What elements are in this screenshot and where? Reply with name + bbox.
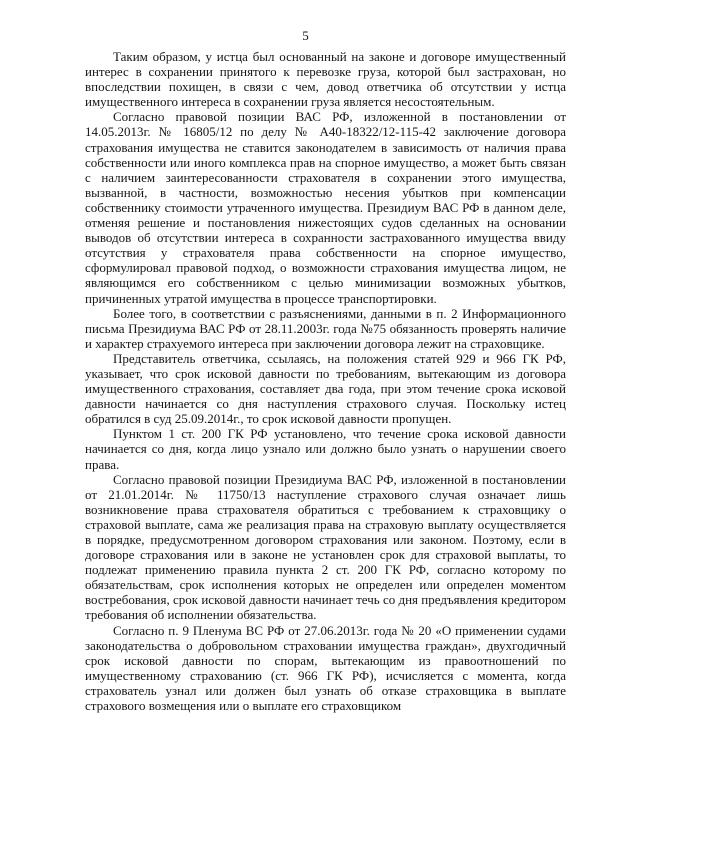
paragraph: Согласно правовой позиции Президиума ВАС РФ, изложенной в постановлении от 21.01.2014г. № 11750/13 наступление страхового случая означает лишь возникновение права страхователя обратиться с требованием к страховщику о страховой выплате, сама же реализация права на страховую выплату осуществляется в порядке, предусмотренном договором страхования или законом. Поэтому, если в договоре страхования или в законе не установлен срок для страховой выплаты, то подлежат применению правила пункта 2 ст. 200 ГК РФ, согласно которому по обязательствам, срок исполнения которых не определен или определен моментом востребования, срок исковой давности начинает течь со дня предъявления кредитором требования об исполнении обязательства. — [85, 471, 566, 623]
page-number: 5 — [302, 28, 309, 43]
paragraph: Пунктом 1 ст. 200 ГК РФ установлено, что течение срока исковой давности начинается со дня, когда лицо узнало или должно было узнать о нарушении своего права. — [85, 426, 566, 472]
paragraph: Согласно п. 9 Пленума ВС РФ от 27.06.2013г. года № 20 «О применении судами законодательства о добровольном страховании имущества граждан», двухгодичный срок исковой давности по спорам, вытекающим из правоотношений по имущественному страхованию (ст. 966 ГК РФ), исчисляется с момента, когда страхователь узнал или должен был узнать об отказе страховщика в выплате страхового возмещения или о выплате его страховщиком — [85, 622, 566, 714]
paragraph: Представитель ответчика, ссылаясь, на положения статей 929 и 966 ГК РФ, указывает, что срок исковой давности по требованиям, вытекающим из договора имущественного страхования, составляет два года, при этом течение срока исковой давности начинается со дня наступления страхового случая. Поскольку истец обратился в суд 25.09.2014г., то срок исковой давности пропущен. — [85, 350, 566, 427]
paragraph: Согласно правовой позиции ВАС РФ, изложенной в постановлении от 14.05.2013г. № 16805/12 по делу № А40-18322/12-115-42 заключение договора страхования имущества не ставится законодателем в зависимость от наличия права собственности или иного комплекса прав на спорное имущество, а может быть связан с наличием заинтересованности страхователя в сохранении этого имущества, вызванной, в частности, возможностью несения убытков при компенсации собственнику стоимости утраченного имущества. Президиум ВАС РФ в данном деле, отменяя решение и постановления нижестоящих судов сделанных на основании выводов об отсутствии интереса в сохранности застрахованного имущества ввиду отсутствия у страхователя права собственности на спорное имущество, сформулировал правовой подход, о возможности страхования имущества лицом, не являющимся его собственником с целью минимизации возможных убытков, причиненных утратой имущества в процессе транспортировки. — [85, 109, 566, 306]
document-body — [85, 49, 566, 713]
paragraph: Более того, в соответствии с разъяснениями, данными в п. 2 Информационного письма Президиума ВАС РФ от 28.11.2003г. года №75 обязанность проверять наличие и характер страхуемого интереса при заключении договора лежит на страховщике. — [85, 305, 566, 351]
paragraph: Таким образом, у истца был основанный на законе и договоре имущественный интерес в сохранении принятого к перевозке груза, которой был застрахован, но впоследствии похищен, в связи с чем, довод ответчика об отсутствии у истца имущественного интереса в сохранении груза является несостоятельным. — [85, 49, 566, 110]
